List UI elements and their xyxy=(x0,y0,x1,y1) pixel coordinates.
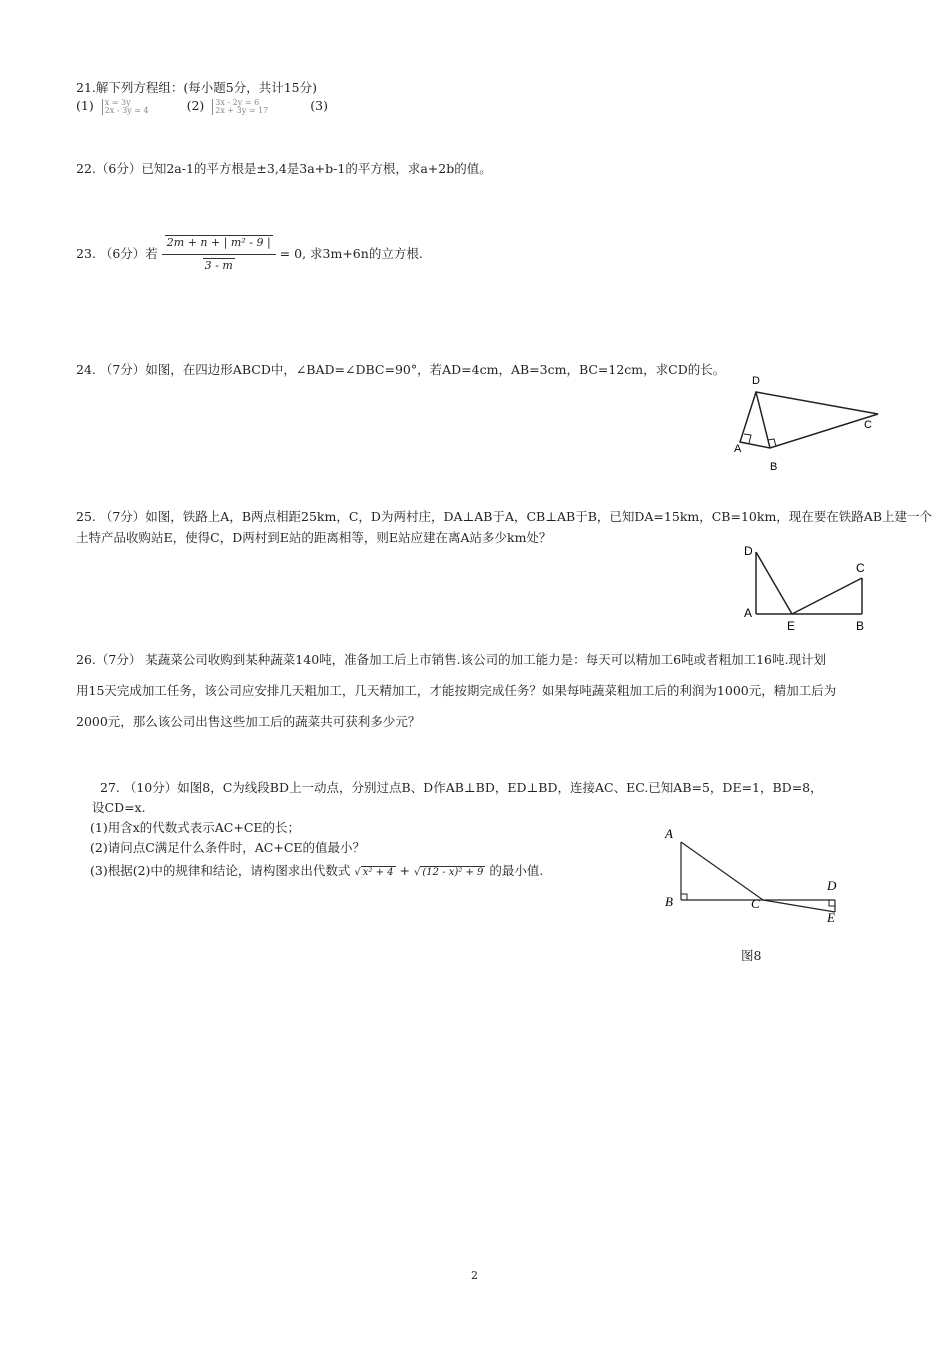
q23-suffix: 求3m+6n的立方根. xyxy=(310,246,423,261)
q27-label-d: D xyxy=(827,878,837,893)
q21-p2-label: (2) xyxy=(186,98,205,113)
q27-part3: (3)根据(2)中的规律和结论，请构图求出代数式 √ x² + 4 + √ (12 - x)² + 9 的最小值. xyxy=(90,863,544,878)
q25-label-b: B xyxy=(856,619,865,633)
q21-p1-eq1: x = 3y xyxy=(104,97,131,107)
q21-parts xyxy=(76,98,328,115)
q21-p3-label: (3) xyxy=(310,98,328,113)
q23-line xyxy=(76,232,423,277)
q24-quadrilateral xyxy=(740,392,878,448)
q27-right-angle-d xyxy=(829,900,835,906)
q25-label-a: A xyxy=(744,606,753,620)
q21-p1-label: (1) xyxy=(76,98,94,113)
q27-segment-ce xyxy=(763,900,835,912)
q27-part2: (2)请问点C满足什么条件时，AC+CE的值最小？ xyxy=(90,840,366,855)
q27-label-a: A xyxy=(665,826,673,841)
q21-p2-system xyxy=(212,99,268,115)
q21-p1-system xyxy=(102,99,149,115)
q27-part3-plus: + xyxy=(399,863,410,878)
q23-prefix: 23. （6分）若 xyxy=(76,246,158,261)
q27-segment-ac xyxy=(681,842,763,900)
q21-p2-eq1: 3x - 2y = 6 xyxy=(215,97,260,107)
q27-part3-expr1: x² + 4 xyxy=(362,867,394,878)
q25-segment-de xyxy=(756,552,792,614)
q27-part1: (1)用含x的代数式表示AC+CE的长； xyxy=(90,820,301,835)
q26-line3: 2000元，那么该公司出售这些加工后的蔬菜共可获利多少元？ xyxy=(76,714,421,729)
q22-text: 22.（6分）已知2a-1的平方根是±3,4是3a+b-1的平方根，求a+2b的值。 xyxy=(76,161,492,176)
q23-fraction xyxy=(162,232,276,277)
q24-figure xyxy=(730,370,890,475)
q27-part3-suffix: 的最小值. xyxy=(489,863,544,878)
q21-p2-eq2: 2x + 3y = 17 xyxy=(215,105,269,115)
q26-line1: 26.（7分） 某蔬菜公司收购到某种蔬菜140吨，准备加工后上市销售.该公司的加工能力是：每天可以精加工6吨或者粗加工16吨.现计划 xyxy=(76,652,826,667)
q27-label-b: B xyxy=(665,894,673,909)
q27-label-c: C xyxy=(751,896,760,911)
q27-right-angle-b xyxy=(681,894,687,900)
q27-part3-expr2: (12 - x)² + 9 xyxy=(422,867,484,878)
q25-label-c: C xyxy=(856,561,865,575)
q23-numerator: 2m + n + | m² - 9 | xyxy=(166,236,271,249)
q27-figure-caption: 图8 xyxy=(741,948,762,963)
q24-label-b: B xyxy=(770,461,778,473)
q24-label-c: C xyxy=(864,419,872,431)
q25-line1: 25. （7分）如图，铁路上A，B两点相距25km，C，D为两村庄，DA⊥AB于A，CB⊥AB于B，已知DA=15km，CB=10km，现在要在铁路AB上建一个 xyxy=(76,509,933,524)
q25-label-e: E xyxy=(787,619,796,633)
q24-label-d: D xyxy=(752,375,760,387)
q21-title: 21.解下列方程组：(每小题5分，共计15分) xyxy=(76,80,317,95)
q25-figure xyxy=(738,540,878,635)
q23-denominator: 3 - m xyxy=(204,259,233,272)
q26-line2: 用15天完成加工任务，该公司应安排几天粗加工，几天精加工，才能按期完成任务？如果每吨蔬菜粗加工后的利润为1000元，精加工后为 xyxy=(76,683,837,698)
q27-part3-prefix: (3)根据(2)中的规律和结论，请构图求出代数式 xyxy=(90,863,351,878)
q23-equals: = 0, xyxy=(279,246,307,261)
q25-segment-ec xyxy=(792,578,862,614)
q24-label-a: A xyxy=(734,443,742,455)
q24-text: 24. （7分）如图，在四边形ABCD中，∠BAD=∠DBC=90°，若AD=4cm，AB=3cm，BC=12cm，求CD的长。 xyxy=(76,362,726,377)
q27-figure xyxy=(655,820,855,930)
q27-label-e: E xyxy=(827,910,835,925)
page-number: 2 xyxy=(471,1269,478,1282)
q27-line1: 27. （10分）如图8，C为线段BD上一动点，分别过点B、D作AB⊥BD，ED⊥BD，连接AC、EC.已知AB=5，DE=1，BD=8， xyxy=(100,780,823,795)
q25-label-d: D xyxy=(744,544,753,558)
q24-right-angle-a xyxy=(744,434,751,443)
q27-line2: 设CD=x. xyxy=(92,800,146,815)
q25-line2: 土特产品收购站E，使得C，D两村到E站的距离相等，则E站应建在离A站多少km处？ xyxy=(76,530,552,545)
q24-diagonal-db xyxy=(756,392,770,448)
q21-p1-eq2: 2x - 3y = 4 xyxy=(104,105,149,115)
